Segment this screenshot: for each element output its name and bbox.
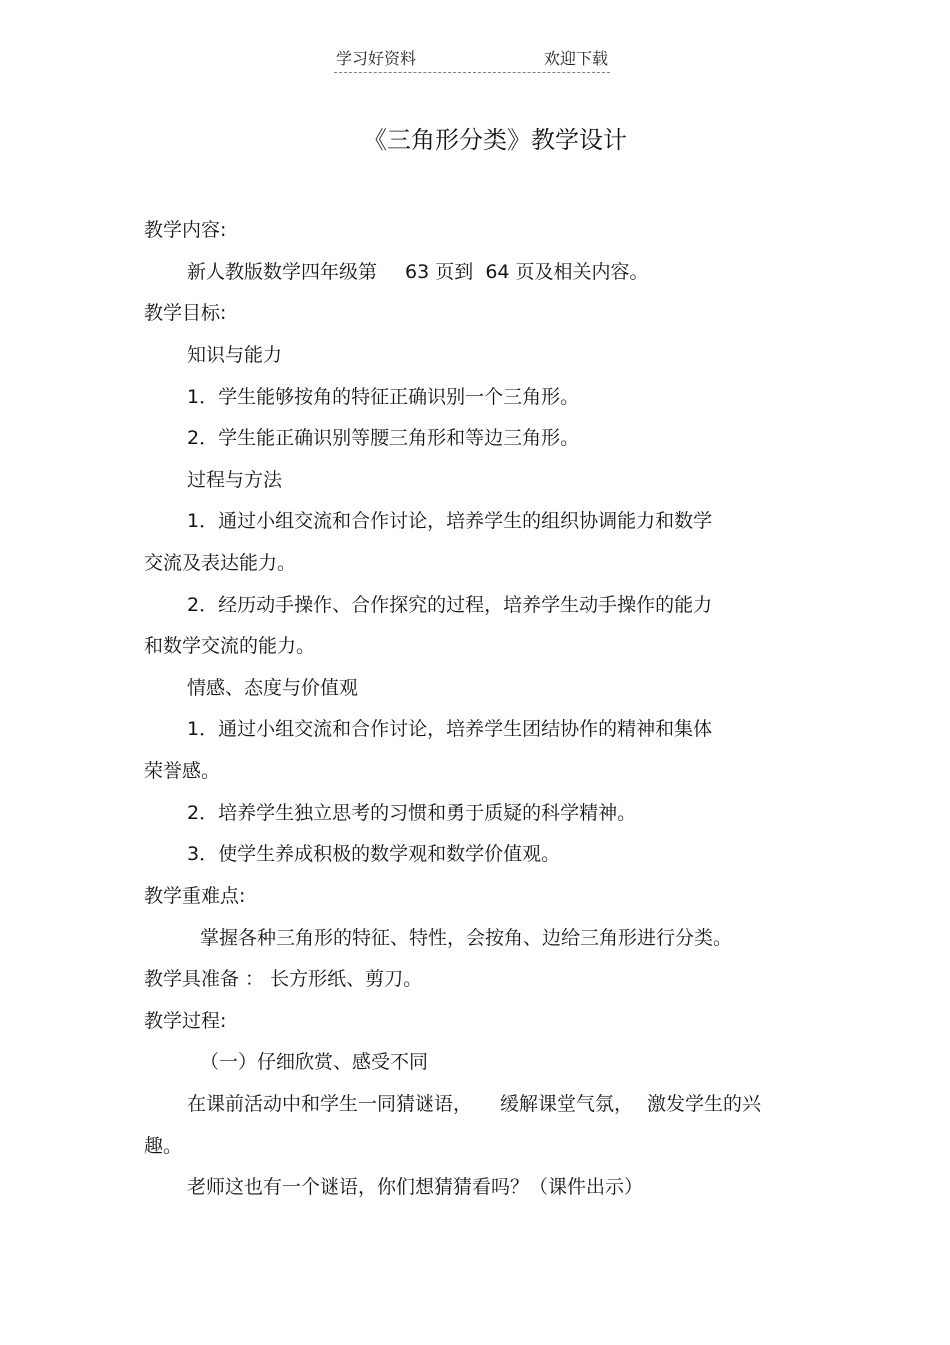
step1-text-part-c: 激发学生的兴 — [647, 1093, 762, 1115]
key-points-text: 掌握各种三角形的特征、特性，会按角、边给三角形进行分类。 — [200, 927, 733, 949]
step1-text-part-b: 缓解课堂气氛， — [500, 1093, 634, 1115]
header-right-text: 欢迎下载 — [543, 49, 608, 68]
key-points-heading: 教学重难点: — [144, 885, 246, 907]
step1-text-line-1 — [187, 1090, 761, 1118]
content-text — [187, 258, 649, 286]
goals-heading: 教学目标: — [144, 302, 227, 324]
process-item-1-line-1: 1．通过小组交流和合作讨论，培养学生的组织协调能力和数学 — [187, 510, 713, 532]
step1-text-line-3: 老师这也有一个谜语，你们想猜猜看吗？（课件出示） — [187, 1176, 644, 1198]
teaching-tools-line: 教学具准备 ： 长方形纸、剪刀。 — [144, 968, 423, 990]
process-heading: 过程与方法 — [187, 469, 283, 491]
content-text-part-c: 64 页及相关内容。 — [485, 261, 649, 283]
content-heading: 教学内容: — [144, 219, 227, 241]
content-text-part-a: 新人教版数学四年级第 — [187, 261, 378, 283]
emotion-item-1-line-2: 荣誉感。 — [144, 760, 221, 782]
document-title: 《三角形分类》教学设计 — [363, 126, 627, 154]
step1-text-part-a: 在课前活动中和学生一同猜谜语， — [187, 1093, 473, 1115]
emotion-item-1-line-1: 1．通过小组交流和合作讨论，培养学生团结协作的精神和集体 — [187, 718, 713, 740]
page-header — [334, 48, 610, 73]
content-text-part-b: 63 页到 — [405, 261, 474, 283]
emotion-item-3: 3．使学生养成积极的数学观和数学价值观。 — [187, 843, 561, 865]
step1-text-line-2: 趣。 — [144, 1135, 183, 1157]
teaching-process-heading: 教学过程: — [144, 1010, 227, 1032]
knowledge-heading: 知识与能力 — [187, 344, 283, 366]
process-item-2-line-1: 2．经历动手操作、合作探究的过程，培养学生动手操作的能力 — [187, 594, 713, 616]
process-item-2-line-2: 和数学交流的能力。 — [144, 635, 316, 657]
knowledge-item-2: 2．学生能正确识别等腰三角形和等边三角形。 — [187, 427, 580, 449]
emotion-heading: 情感、态度与价值观 — [187, 677, 359, 699]
header-left-text: 学习好资料 — [336, 49, 417, 68]
step1-heading: （一）仔细欣赏、感受不同 — [200, 1051, 429, 1073]
emotion-item-2: 2．培养学生独立思考的习惯和勇于质疑的科学精神。 — [187, 802, 637, 824]
knowledge-item-1: 1．学生能够按角的特征正确识别一个三角形。 — [187, 386, 580, 408]
process-item-1-line-2: 交流及表达能力。 — [144, 552, 297, 574]
